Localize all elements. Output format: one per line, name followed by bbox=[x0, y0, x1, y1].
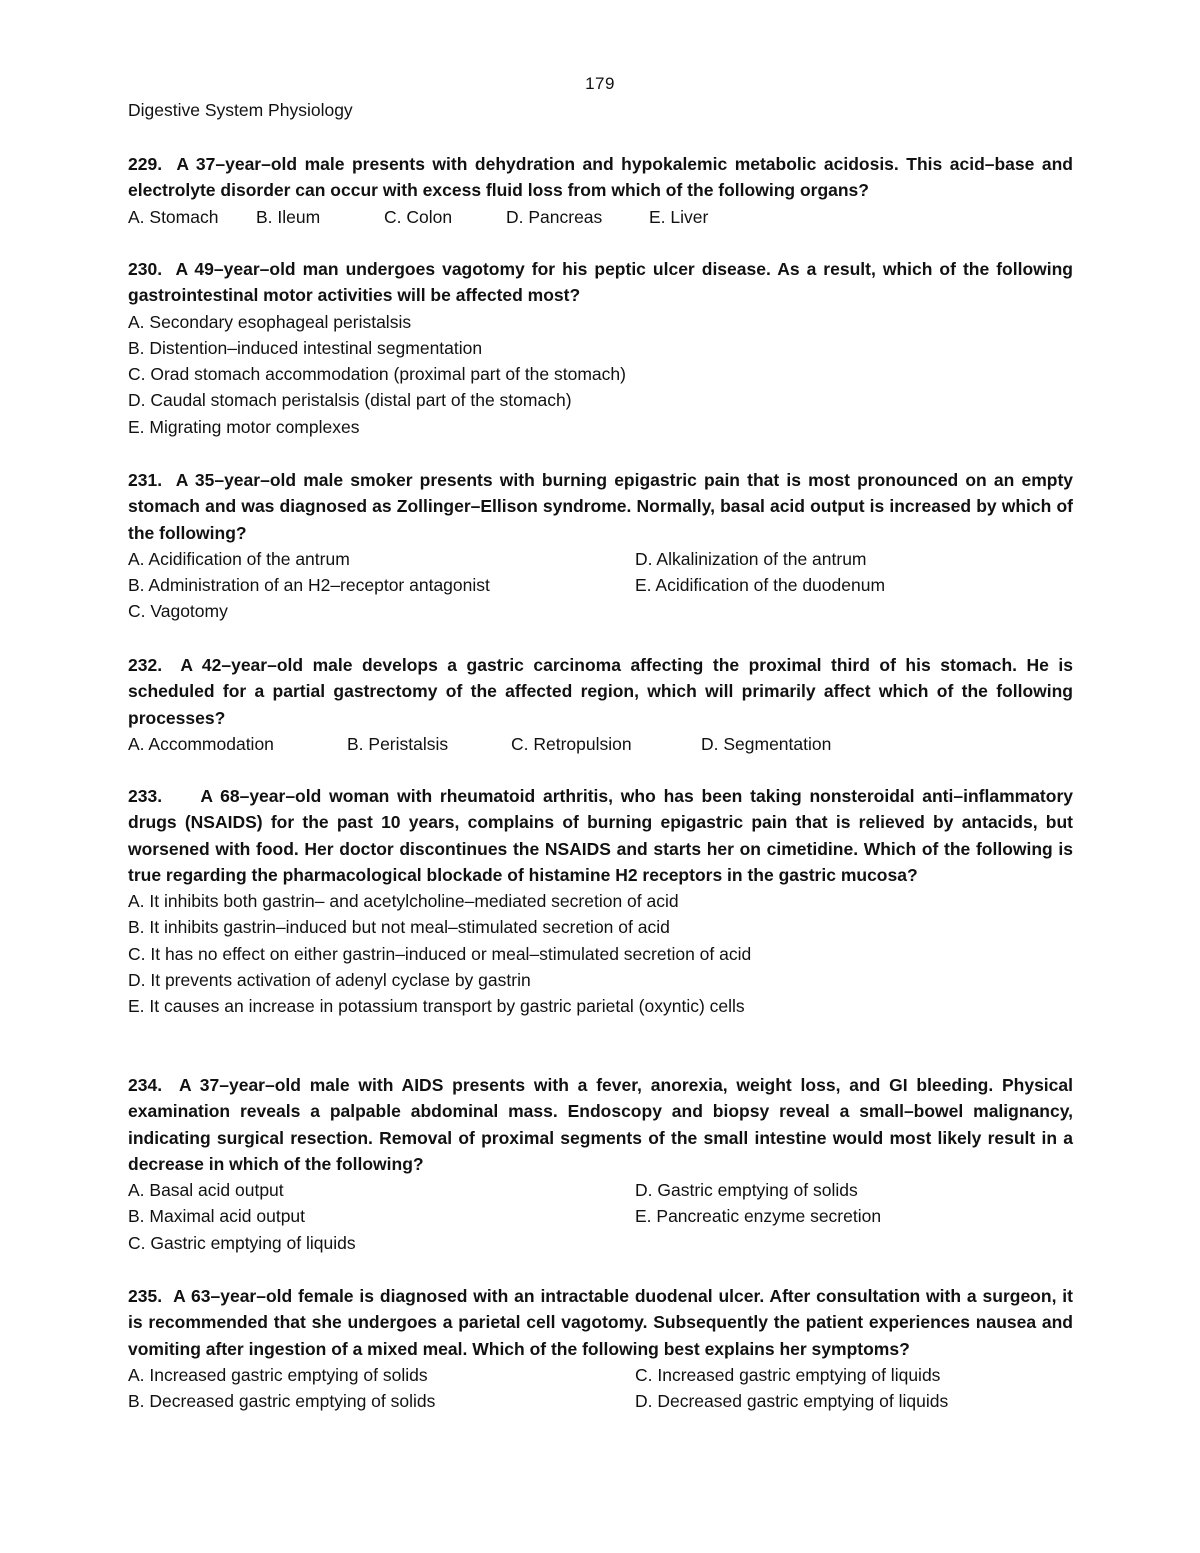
question-number: 234. bbox=[128, 1075, 163, 1095]
question-stem bbox=[128, 1072, 1073, 1177]
question-234 bbox=[128, 1072, 1073, 1256]
answer-options bbox=[128, 546, 1073, 625]
answer-option-a: A. Accommodation bbox=[128, 733, 274, 754]
question-stem bbox=[128, 256, 1073, 309]
question-233 bbox=[128, 783, 1073, 1020]
answer-option-a: A. Basal acid output bbox=[128, 1180, 284, 1201]
question-number: 232. bbox=[128, 655, 163, 675]
answer-options bbox=[128, 309, 1073, 440]
answer-option-d: D. Decreased gastric emptying of liquids bbox=[635, 1391, 949, 1412]
answer-option-c: C. Retropulsion bbox=[511, 733, 632, 754]
question-number: 230. bbox=[128, 259, 163, 279]
page-number: 179 bbox=[585, 74, 615, 93]
answer-option-d: D. It prevents activation of adenyl cyclase by gastrin bbox=[128, 970, 531, 991]
answer-option-c: C. Orad stomach accommodation (proximal part of the stomach) bbox=[128, 364, 626, 385]
answer-option-e: E. Pancreatic enzyme secretion bbox=[635, 1206, 882, 1227]
answer-option-d: D. Gastric emptying of solids bbox=[635, 1180, 858, 1201]
answer-option-e: E. Liver bbox=[649, 206, 709, 227]
answer-option-e: E. Migrating motor complexes bbox=[128, 416, 360, 437]
question-231 bbox=[128, 467, 1073, 625]
answer-option-b: B. Maximal acid output bbox=[128, 1206, 306, 1227]
answer-option-b: B. Peristalsis bbox=[347, 733, 449, 754]
answer-options bbox=[128, 888, 1073, 1019]
question-stem bbox=[128, 1283, 1073, 1362]
answer-option-e: E. It causes an increase in potassium transport by gastric parietal (oxyntic) cells bbox=[128, 996, 745, 1017]
answer-option-d: D. Pancreas bbox=[506, 206, 603, 227]
question-232 bbox=[128, 652, 1073, 757]
answer-option-c: C. Gastric emptying of liquids bbox=[128, 1232, 356, 1253]
answer-option-a: A. It inhibits both gastrin– and acetylcholine–mediated secretion of acid bbox=[128, 891, 679, 912]
question-229 bbox=[128, 151, 1073, 230]
answer-option-d: D. Caudal stomach peristalsis (distal part of the stomach) bbox=[128, 390, 572, 411]
answer-options bbox=[128, 1177, 1073, 1256]
question-text: A 49–year–old man undergoes vagotomy for his peptic ulcer disease. As a result, which of the following gastrointestinal motor activities will be affected most? bbox=[128, 259, 1074, 306]
answer-option-c: C. Vagotomy bbox=[128, 601, 228, 622]
answer-option-a: A. Increased gastric emptying of solids bbox=[128, 1364, 428, 1385]
answer-option-d: D. Segmentation bbox=[701, 733, 832, 754]
question-stem bbox=[128, 467, 1073, 546]
answer-options bbox=[128, 1362, 1073, 1415]
question-number: 229. bbox=[128, 154, 163, 174]
answer-option-a: A. Stomach bbox=[128, 206, 219, 227]
question-number: 235. bbox=[128, 1286, 163, 1306]
answer-option-c: C. It has no effect on either gastrin–induced or meal–stimulated secretion of acid bbox=[128, 943, 752, 964]
question-text: A 37–year–old male presents with dehydration and hypokalemic metabolic acidosis. This acid–base and electrolyte disorder can occur with excess fluid loss from which of the following organs? bbox=[128, 154, 1073, 201]
question-230 bbox=[128, 256, 1073, 440]
answer-option-b: B. It inhibits gastrin–induced but not meal–stimulated secretion of acid bbox=[128, 917, 670, 938]
question-number: 231. bbox=[128, 470, 163, 490]
answer-option-d: D. Alkalinization of the antrum bbox=[635, 548, 867, 569]
answer-option-c: C. Increased gastric emptying of liquids bbox=[635, 1364, 941, 1385]
running-header: Digestive System Physiology bbox=[128, 100, 353, 120]
question-text: A 68–year–old woman with rheumatoid arthritis, who has been taking nonsteroidal anti–inflammatory drugs (NSAIDS) for the past 10 years, complains of burning epigastric pain that is relieved by antacids, but worsened with food. Her doctor discontinues the NSAIDS and starts her on cimetidine. Which of the following is true regarding the pharmacological blockade of histamine H2 receptors in the gastric mucosa? bbox=[128, 786, 1073, 885]
question-text: A 35–year–old male smoker presents with burning epigastric pain that is most pronounced on an empty stomach and was diagnosed as Zollinger–Ellison syndrome. Normally, basal acid output is increased by which of the following? bbox=[128, 470, 1074, 543]
answer-option-b: B. Decreased gastric emptying of solids bbox=[128, 1391, 436, 1412]
answer-options bbox=[128, 204, 1073, 230]
answer-option-b: B. Distention–induced intestinal segmentation bbox=[128, 337, 483, 358]
answer-option-c: C. Colon bbox=[384, 206, 453, 227]
question-stem bbox=[128, 783, 1073, 888]
answer-option-b: B. Administration of an H2–receptor antagonist bbox=[128, 575, 490, 596]
question-number: 233. bbox=[128, 786, 163, 806]
answer-option-a: A. Secondary esophageal peristalsis bbox=[128, 311, 412, 332]
question-text: A 37–year–old male with AIDS presents with a fever, anorexia, weight loss, and GI bleeding. Physical examination reveals a palpable abdominal mass. Endoscopy and biopsy reveal a small–bowel malignancy, indicating surgical resection. Removal of proximal segments of the small intestine would most likely result in a decrease in which of the following? bbox=[128, 1075, 1073, 1174]
question-stem bbox=[128, 652, 1073, 731]
question-text: A 42–year–old male develops a gastric carcinoma affecting the proximal third of his stomach. He is scheduled for a partial gastrectomy of the affected region, which will primarily affect which of the following processes? bbox=[128, 655, 1073, 728]
answer-option-b: B. Ileum bbox=[256, 206, 321, 227]
question-text: A 63–year–old female is diagnosed with an intractable duodenal ulcer. After consultation with a surgeon, it is recommended that she undergoes a parietal cell vagotomy. Subsequently the patient experiences nausea and vomiting after ingestion of a mixed meal. Which of the following best explains her symptoms? bbox=[128, 1286, 1073, 1359]
question-235 bbox=[128, 1283, 1073, 1414]
answer-options bbox=[128, 731, 1073, 757]
question-stem bbox=[128, 151, 1073, 204]
answer-option-a: A. Acidification of the antrum bbox=[128, 548, 350, 569]
answer-option-e: E. Acidification of the duodenum bbox=[635, 575, 886, 596]
